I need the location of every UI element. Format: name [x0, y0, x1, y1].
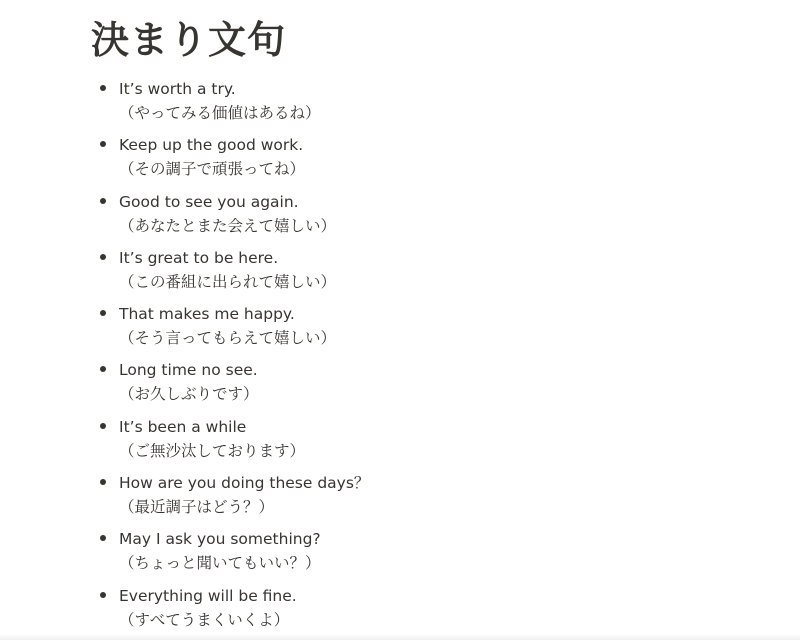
japanese-translation: （すべてうまくいくよ）	[119, 610, 290, 629]
list-item	[0, 583, 800, 639]
english-phrase: It’s great to be here.	[119, 248, 279, 267]
list-item	[0, 470, 800, 526]
bullet-icon	[100, 254, 106, 260]
list-item	[0, 132, 800, 188]
list-item	[0, 414, 800, 470]
english-phrase: That makes me happy.	[119, 305, 295, 324]
bullet-icon	[100, 310, 106, 316]
japanese-translation: （やってみる価値はあるね）	[119, 104, 321, 122]
list-item	[0, 526, 800, 582]
list-item	[0, 76, 800, 132]
english-phrase: It’s worth a try.	[119, 80, 236, 98]
japanese-translation: （そう言ってもらえて嬉しい）	[119, 329, 337, 348]
english-phrase: Keep up the good work.	[119, 136, 304, 155]
japanese-translation: （お久しぶりです）	[119, 385, 259, 404]
english-phrase: Long time no see.	[119, 361, 258, 380]
bullet-icon	[100, 479, 106, 485]
page-title: 決まり文句	[91, 18, 287, 62]
phrase-list	[0, 76, 800, 639]
japanese-translation: （その調子で頑張ってね）	[119, 160, 306, 179]
japanese-translation: （あなたとまた会えて嬉しい）	[119, 216, 337, 235]
bullet-icon	[100, 592, 106, 598]
japanese-translation: （最近調子はどう？）	[119, 498, 275, 517]
bullet-icon	[100, 535, 106, 541]
list-item	[0, 189, 800, 245]
bullet-icon	[100, 423, 106, 429]
bullet-icon	[100, 366, 106, 372]
japanese-translation: （ご無沙汰しております）	[119, 441, 306, 460]
bullet-icon	[100, 198, 106, 204]
english-phrase: Good to see you again.	[119, 192, 299, 211]
japanese-translation: （ちょっと聞いてもいい？）	[119, 554, 321, 573]
english-phrase: Everything will be fine.	[119, 586, 297, 605]
list-item	[0, 357, 800, 413]
list-item	[0, 301, 800, 357]
bottom-edge-shadow	[0, 634, 800, 640]
list-item	[0, 245, 800, 301]
english-phrase: How are you doing these days？	[119, 474, 370, 493]
bullet-icon	[100, 85, 106, 91]
japanese-translation: （この番組に出られて嬉しい）	[119, 272, 337, 291]
english-phrase: May I ask you something?	[119, 530, 321, 549]
english-phrase: It’s been a while	[119, 417, 247, 436]
bullet-icon	[100, 141, 106, 147]
